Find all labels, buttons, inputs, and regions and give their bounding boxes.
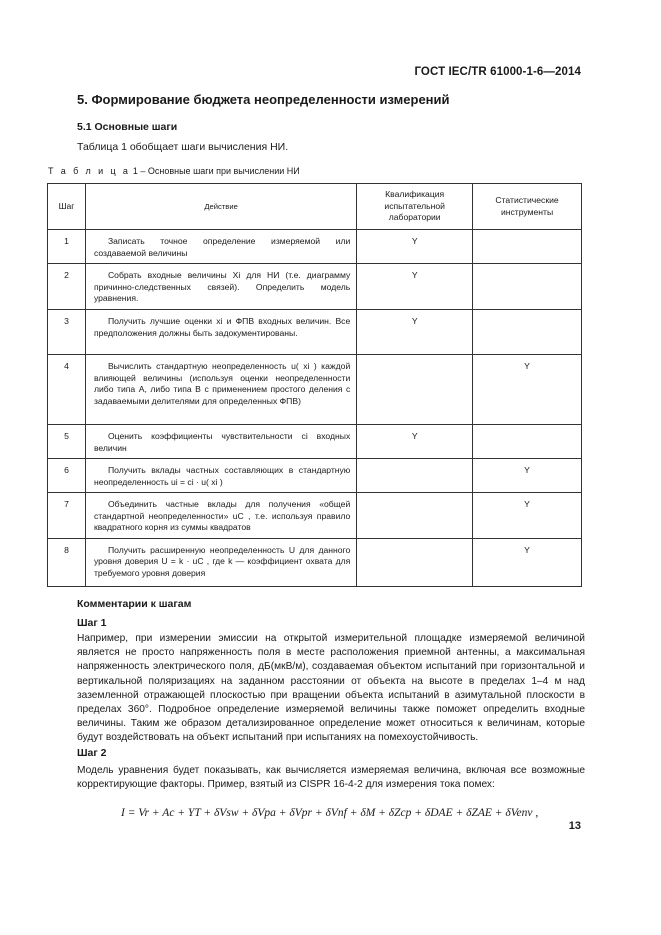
table-row: [48, 310, 582, 355]
table-row: [48, 355, 582, 425]
row-lab-mark: [357, 538, 473, 586]
row-action-text: Собрать входные величины Xi для НИ (т.е. диаграмму причинно-следственных связей). Определить модель уравнения.: [93, 270, 351, 303]
row-stat-mark: [473, 230, 582, 264]
table-row: [48, 230, 582, 264]
step2-paragraph: Модель уравнения будет показывать, как вычисляется измеряемая величина, включая все возможные корректирующие факторы. Пример, взятый из CISPR 16-4-2 для измерения тока помех:: [77, 765, 585, 791]
row-action: [85, 493, 356, 539]
intro-paragraph: Таблица 1 обобщает шаги вычисления НИ.: [77, 141, 289, 153]
table-caption: [48, 166, 300, 176]
table-row: [48, 264, 582, 310]
table-header-row: [48, 184, 582, 230]
row-lab-mark: Y: [357, 310, 473, 355]
subsection-title: 5.1 Основные шаги: [77, 121, 178, 133]
table-caption-prefix: Т а б л и ц а: [48, 166, 131, 176]
comments-title: Комментарии к шагам: [77, 598, 192, 610]
page-number: 13: [568, 820, 581, 832]
row-num: 4: [48, 355, 86, 425]
step1-paragraph: Например, при измерении эмиссии на открытой измерительной площадке измеряемой величиной является не просто напряженность поля в месте расположения приемной антенны, а максимальная напряженность электрического поля, дБ(мкВ/м), создаваемая объектом испытаний при горизонтальной и вертикальной поляризациях на заданном расстоянии от объекта на высоте в пределах 1–4 м над заземленной отражающей плоскостью при вращении объекта испытаний в азимутальной плоскости в пределах 360°. Подробное определение измеряемой величины также поможет определить входные величины. Таким же образом детализированное определение может относиться к величинам, которые будут воздействовать на объект испытаний при испытаниях на помехоустойчивость.: [77, 633, 585, 744]
row-stat-mark: [473, 425, 582, 459]
document-standard-header: ГОСТ IEC/TR 61000-1-6—2014: [414, 66, 581, 78]
row-action-text: Получить лучшие оценки xi и ФПВ входных величин. Все предположения должны быть задокументированы.: [93, 316, 351, 338]
header-step: Шаг: [48, 184, 86, 230]
row-action: [85, 230, 356, 264]
row-lab-mark: [357, 355, 473, 425]
row-stat-mark: [473, 264, 582, 310]
row-stat-mark: Y: [473, 355, 582, 425]
table-caption-text: – Основные шаги при вычислении НИ: [140, 166, 300, 176]
row-action: [85, 264, 356, 310]
row-num: 5: [48, 425, 86, 459]
table-row: [48, 459, 582, 493]
row-action-text: Получить расширенную неопределенность U для данного уровня доверия U = k · uC , где k — коэффициент охвата для требуемого уровня доверия: [93, 544, 351, 578]
row-num: 8: [48, 538, 86, 586]
row-action-text: Вычислить стандартную неопределенность u( xi ) каждой влияющей величины (используя оценки неопределенности либо типа А, либо типа В с применением простого деления с задаваемыми делителями для определенных ФПВ): [93, 361, 351, 406]
header-lab: Квалификация испытательной лаборатории: [357, 184, 473, 230]
current-equation: I = Vr + Ac + YT + δVsw + δVpa + δVpr + δVnf + δM + δZcp + δDAE + δZAE + δVenv ,: [121, 807, 539, 819]
row-action-text: Получить вклады частных составляющих в стандартную неопределенность ui = ci · u( xi ): [93, 465, 351, 487]
row-action: [85, 538, 356, 586]
table-row: [48, 493, 582, 539]
step1-title: Шаг 1: [77, 617, 107, 629]
table-row: [48, 425, 582, 459]
row-num: 7: [48, 493, 86, 539]
row-num: 1: [48, 230, 86, 264]
row-lab-mark: Y: [357, 264, 473, 310]
row-stat-mark: Y: [473, 538, 582, 586]
row-stat-mark: Y: [473, 493, 582, 539]
row-action: [85, 459, 356, 493]
steps-table: [47, 183, 582, 587]
row-num: 3: [48, 310, 86, 355]
row-action: [85, 425, 356, 459]
row-lab-mark: Y: [357, 425, 473, 459]
row-action: [85, 355, 356, 425]
row-stat-mark: [473, 310, 582, 355]
row-stat-mark: Y: [473, 459, 582, 493]
step2-title: Шаг 2: [77, 747, 107, 759]
row-lab-mark: [357, 493, 473, 539]
header-action: Действие: [85, 184, 356, 230]
row-lab-mark: Y: [357, 230, 473, 264]
row-action: [85, 310, 356, 355]
row-num: 6: [48, 459, 86, 493]
row-action-text: Оценить коэффициенты чувствительности ci входных величин: [93, 431, 351, 453]
row-action-text: Объединить частные вклады для получения «общей стандартной неопределенности» uC , т.е. используя правило квадратного корня из суммы квадратов: [93, 499, 351, 532]
section-title: 5. Формирование бюджета неопределенности измерений: [77, 92, 450, 107]
table-caption-number: 1: [132, 166, 138, 176]
row-action-text: Записать точное определение измеряемой или создаваемой величины: [93, 236, 351, 258]
table-row: [48, 538, 582, 586]
row-num: 2: [48, 264, 86, 310]
row-lab-mark: [357, 459, 473, 493]
header-stat: Статистические инструменты: [473, 184, 582, 230]
